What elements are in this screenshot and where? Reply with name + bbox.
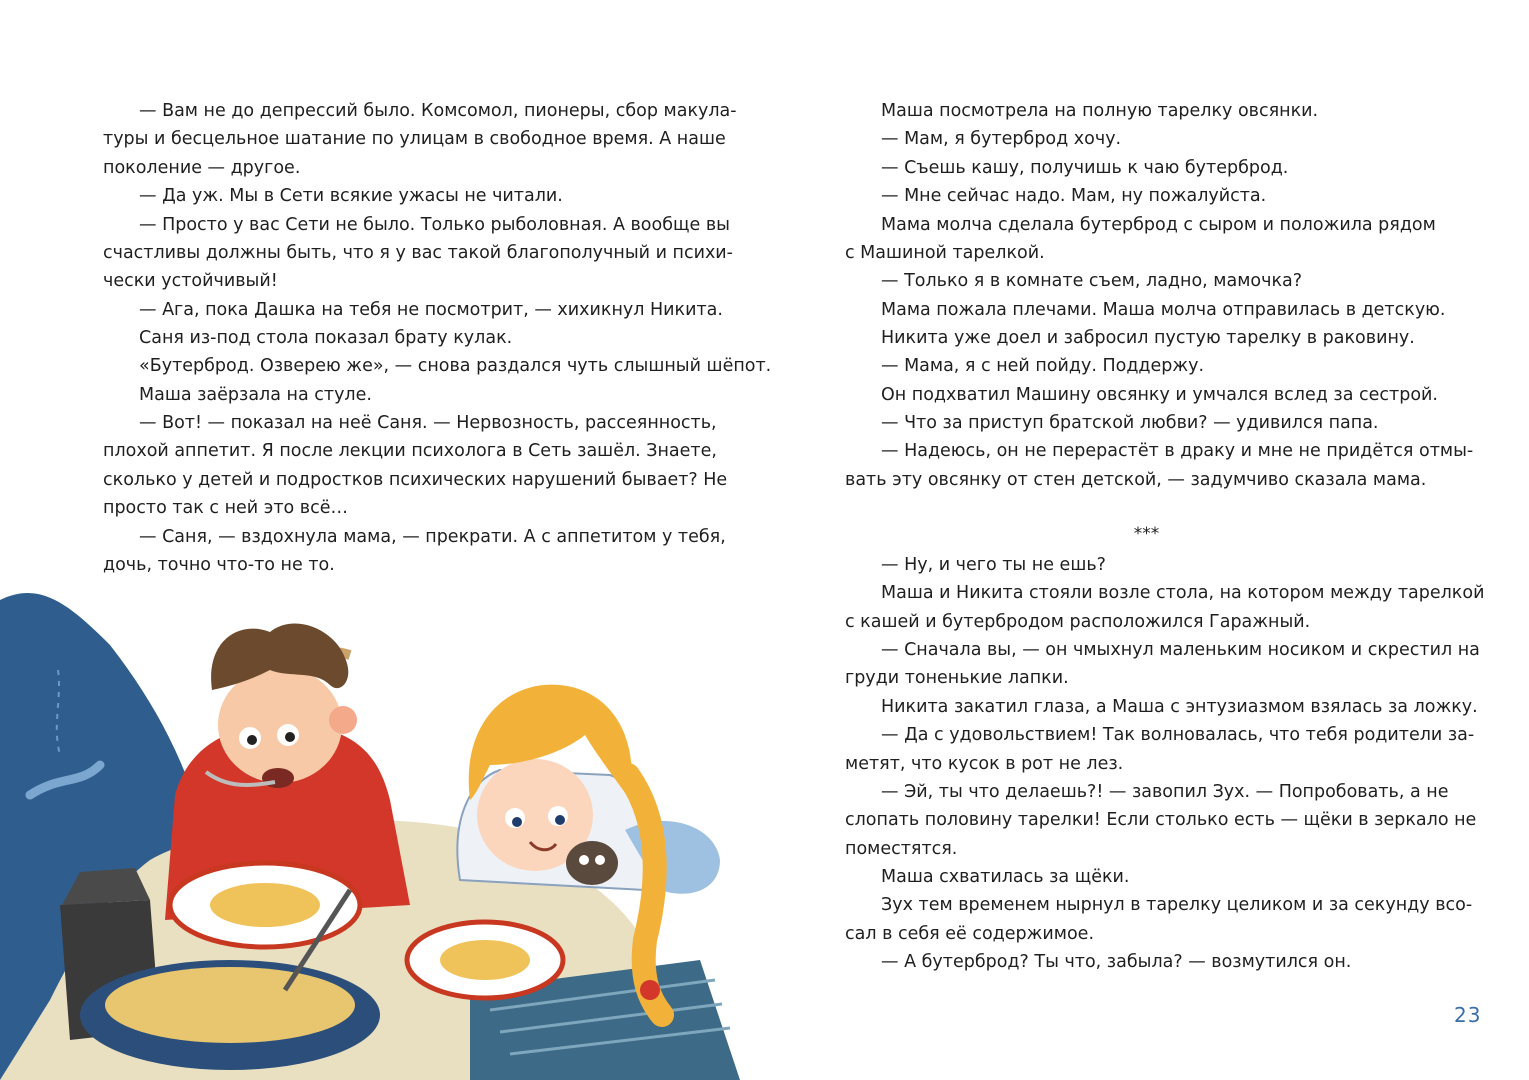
text-line: — Эй, ты что делаешь?! — завопил Зух. — Попробовать, а не [881,782,1449,802]
text-line: — Только я в комнате съем, ладно, мамочка? [881,271,1303,291]
text-line: туры и бесцельное шатание по улицам в свободное время. А наше [103,129,726,149]
text-line: вать эту овсянку от стен детской, — задумчиво сказала мама. [845,470,1427,490]
text-line: — Вам не до депрессий было. Комсомол, пионеры, сбор макула- [139,101,737,121]
text-line: — Мама, я с ней пойду. Поддержу. [881,356,1205,376]
boy-pupil [247,735,257,745]
text-line: поколение — другое. [103,158,301,178]
right-page [764,0,1529,1080]
text-line: Мама молча сделала бутерброд с сыром и положила рядом [881,215,1436,235]
text-line: Саня из-под стола показал брату кулак. [139,328,513,348]
text-line: — Сначала вы, — он чмыхнул маленьким носиком и скрестил на [881,640,1480,660]
text-line: дочь, точно что-то не то. [103,555,335,575]
text-line: сколько у детей и подростков психических нарушений бывает? Не [103,470,728,490]
girl-pupil [555,815,565,825]
text-line: груди тоненькие лапки. [845,668,1069,688]
pot-porridge [105,967,355,1043]
text-line: Он подхватил Машину овсянку и умчался вслед за сестрой. [881,385,1438,405]
text-line: — Мам, я бутерброд хочу. [881,129,1122,149]
girl-pupil [512,817,522,827]
text-line: Маша и Никита стояли возле стола, на котором между тарелкой [881,583,1485,603]
boy-porridge [210,883,320,927]
creature-eye [595,855,605,865]
boy-ear [329,706,357,734]
text-line: просто так с ней это всё… [103,498,348,518]
text-line: — Вот! — показал на неё Саня. — Нервозность, рассеянность, [139,413,717,433]
tiny-creature [566,841,618,885]
text-line: с кашей и бутербродом расположился Гаражный. [845,612,1311,632]
text-line: Никита закатил глаза, а Маша с энтузиазмом взялась за ложку. [881,697,1478,717]
text-line: Никита уже доел и забросил пустую тарелку в раковину. [881,328,1415,348]
section-separator: *** [1133,524,1160,544]
text-line: — Мне сейчас надо. Мам, ну пожалуйста. [881,186,1267,206]
text-line: — Съешь кашу, получишь к чаю бутерброд. [881,158,1289,178]
boy-face [218,667,342,783]
text-line: Маша посмотрела на полную тарелку овсянки. [881,101,1319,121]
text-line: — Да уж. Мы в Сети всякие ужасы не читали. [139,186,563,206]
text-line: с Машиной тарелкой. [845,243,1045,263]
creature-eye [579,855,589,865]
text-line: метят, что кусок в рот не лез. [845,754,1124,774]
breakfast-illustration [0,560,764,1080]
text-line: Маша схватилась за щёки. [881,867,1130,887]
girl-hair-bow [640,980,660,1000]
text-line: Мама пожала плечами. Маша молча отправилась в детскую. [881,300,1446,320]
text-line: слопать половину тарелки! Если столько есть — щёки в зеркало не [845,810,1477,830]
text-line: — Да с удовольствием! Так волновалась, что тебя родители за- [881,725,1475,745]
text-line: Маша заёрзала на стуле. [139,385,372,405]
boy-pupil [285,732,295,742]
page-number: 23 [1454,1003,1482,1027]
text-line: поместятся. [845,839,958,859]
text-line: Зух тем временем нырнул в тарелку целиком и за секунду всо- [881,895,1473,915]
text-line: — Просто у вас Сети не было. Только рыболовная. А вообще вы [139,215,730,235]
text-line: — Надеюсь, он не перерастёт в драку и мне не придётся отмы- [881,441,1474,461]
text-line: чески устойчивый! [103,271,278,291]
text-line: «Бутерброд. Озверею же», — снова раздался чуть слышный шёпот. [139,356,772,376]
text-line: — Саня, — вздохнула мама, — прекрати. А с аппетитом у тебя, [139,527,726,547]
text-line: — Ага, пока Дашка на тебя не посмотрит, — хихикнул Никита. [139,300,723,320]
text-line: — Что за приступ братской любви? — удивился папа. [881,413,1379,433]
text-line: — А бутерброд? Ты что, забыла? — возмутился он. [881,952,1352,972]
text-line: плохой аппетит. Я после лекции психолога в Сеть зашёл. Знаете, [103,441,717,461]
text-line: счастливы должны быть, что я у вас такой благополучный и психи- [103,243,733,263]
text-line: — Ну, и чего ты не ешь? [881,555,1106,575]
girl-porridge [440,940,530,980]
text-line: сал в себя её содержимое. [845,924,1095,944]
